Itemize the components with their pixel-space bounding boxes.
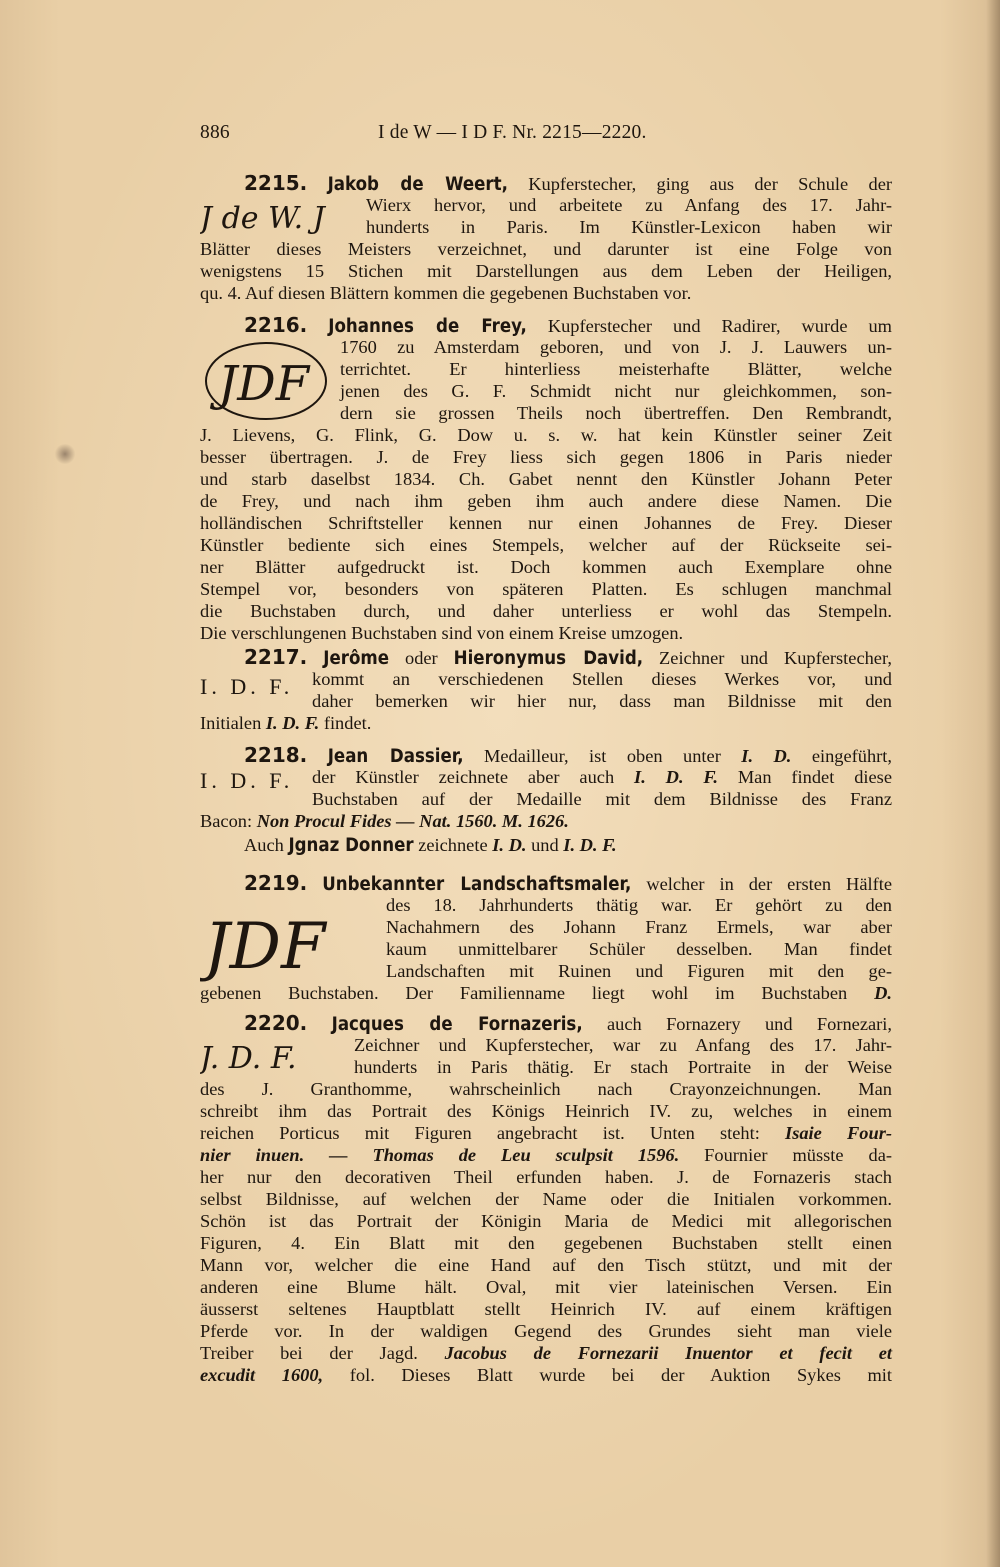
entry-number: 2219. xyxy=(244,871,308,895)
text-run: ner Blätter aufgedruckt ist. Doch kommen auch Exemplare ohne xyxy=(200,557,892,577)
monogram-jdf-circle xyxy=(200,338,332,424)
text-line xyxy=(200,600,892,622)
text-run: Kupferstecher und Radirer, wurde um xyxy=(547,316,892,336)
text-run: Kupferstecher, ging aus der Schule der xyxy=(528,174,892,194)
text-run: terrichtet. Er hinterliess meisterhafte Blätter, welche xyxy=(340,359,892,379)
text-line xyxy=(200,424,892,446)
artist-name: Johannes de Frey, xyxy=(328,316,527,337)
text-run: anderen eine Blume hält. Oval, mit vier lateinischen Versen. Ein xyxy=(200,1277,892,1297)
text-line xyxy=(200,556,892,578)
text-run: gebenen Buchstaben. Der Familienname liegt wohl im Buchstaben xyxy=(200,983,848,1003)
page-spine-shadow xyxy=(986,0,1000,1567)
text-line xyxy=(200,1122,892,1144)
text-line xyxy=(200,1144,892,1166)
text-run: I. D. xyxy=(741,746,792,766)
text-run: J. Lievens, G. Flink, G. Dow u. s. w. hat kein Künstler seiner Zeit xyxy=(200,425,892,445)
text-line xyxy=(366,194,892,216)
text-run: de Frey, und nach ihm geben ihm auch andere diese Namen. Die xyxy=(200,491,892,511)
text-run: fol. Dieses Blatt wurde bei der Auktion Sykes mit xyxy=(349,1365,893,1385)
text-run: hunderts in Paris. Im Künstler-Lexicon haben wir xyxy=(366,217,892,237)
text-line xyxy=(244,872,892,894)
text-run: wenigstens 15 Stichen mit Darstellungen aus dem Leben der Heiligen, xyxy=(200,261,892,281)
text-line xyxy=(244,1012,892,1034)
text-run: I. D. F. xyxy=(563,835,617,855)
text-run: zeichnete xyxy=(418,835,488,855)
text-line xyxy=(366,216,892,238)
text-line xyxy=(244,744,892,766)
text-line xyxy=(340,336,892,358)
text-line xyxy=(386,960,892,982)
text-line xyxy=(200,490,892,512)
text-line xyxy=(200,468,892,490)
text-line xyxy=(200,1166,892,1188)
text-line xyxy=(244,646,892,668)
artist-name: Jerôme xyxy=(323,648,390,669)
text-run: äusserst seltenes Hauptblatt stellt Heinrich IV. auf einem kräftigen xyxy=(200,1299,892,1319)
text-run: reichen Porticus mit Figuren angebracht ist. Unten steht: xyxy=(200,1123,760,1143)
text-run: Zeichner und Kupferstecher, xyxy=(659,648,892,668)
text-run: Zeichner und Kupferstecher, war zu Anfang des 17. Jahr- xyxy=(354,1035,892,1055)
text-run: der Künstler zeichnete aber auch xyxy=(312,767,615,787)
text-line xyxy=(200,512,892,534)
text-run: Isaie Four- xyxy=(785,1123,892,1143)
text-line xyxy=(200,622,892,644)
text-run: Non Procul Fides — Nat. 1560. M. 1626. xyxy=(256,811,569,831)
text-run: selbst Bildnisse, auf welchen der Name oder die Initialen vorkommen. xyxy=(200,1189,892,1209)
text-line xyxy=(244,314,892,336)
artist-name: Jean Dassier, xyxy=(327,746,464,767)
text-line xyxy=(200,712,892,734)
text-run: Stempel vor, besonders von späteren Platten. Es schlugen manchmal xyxy=(200,579,892,599)
text-run: oder xyxy=(405,648,438,668)
text-run: Landschaften mit Ruinen und Figuren mit den ge- xyxy=(386,961,892,981)
monogram-jdew xyxy=(200,192,362,238)
text-run: Buchstaben auf der Medaille mit dem Bildnisse des Franz xyxy=(312,789,892,809)
text-line xyxy=(340,358,892,380)
running-title: I de W — I D F. Nr. 2215—2220. xyxy=(378,122,647,143)
text-run: Blätter dieses Meisters verzeichnet, und darunter ist eine Folge von xyxy=(200,239,892,259)
artist-name: Unbekannter Landschaftsmaler, xyxy=(322,874,632,895)
text-run: die Buchstaben durch, und daher unterliess er wohl das Stempeln. xyxy=(200,601,892,621)
text-line xyxy=(354,1056,892,1078)
text-line xyxy=(200,238,892,260)
text-line xyxy=(386,938,892,960)
text-line xyxy=(200,1364,892,1386)
monogram-text: J de W. J xyxy=(200,201,325,236)
entry-number: 2216. xyxy=(244,313,308,337)
text-line xyxy=(386,916,892,938)
text-run: auch Fornazery und Fornezari, xyxy=(607,1014,892,1034)
text-line xyxy=(386,894,892,916)
artist-name-alt: Hieronymus David, xyxy=(453,648,644,669)
text-run: Bacon: xyxy=(200,811,253,831)
artist-name: Jacques de Fornazeris, xyxy=(331,1014,583,1035)
text-run: Mann vor, welcher die eine Hand auf den Tisch stützt, und mit der xyxy=(200,1255,892,1275)
text-line xyxy=(312,668,892,690)
text-line xyxy=(200,446,892,468)
page-number: 886 xyxy=(200,122,230,143)
text-run: her nur den decorativen Theil erfunden haben. J. de Fornazeris stach xyxy=(200,1167,892,1187)
text-run: Auch xyxy=(244,835,284,855)
text-run: welcher in der ersten Hälfte xyxy=(646,874,892,894)
text-run: D. xyxy=(874,983,892,1003)
text-run: I. D. F. xyxy=(265,713,320,733)
text-run: daher bemerken wir hier nur, dass man Bildnisse mit den xyxy=(312,691,892,711)
text-line xyxy=(244,172,892,194)
text-run: qu. 4. Auf diesen Blättern kommen die gegebenen Buchstaben vor. xyxy=(200,283,692,303)
text-line xyxy=(200,1210,892,1232)
text-run: jenen des G. F. Schmidt nicht nur gleichkommen, son- xyxy=(340,381,892,401)
text-run: Man findet diese xyxy=(737,767,892,787)
text-line xyxy=(200,1320,892,1342)
text-line xyxy=(200,534,892,556)
running-head xyxy=(200,122,892,148)
text-line xyxy=(200,1078,892,1100)
text-run: I. D. F. xyxy=(634,767,718,787)
entry-number: 2218. xyxy=(244,743,308,767)
text-run: Wierx hervor, und arbeitete zu Anfang des 17. Jahr- xyxy=(366,195,892,215)
text-line xyxy=(200,1232,892,1254)
text-run: Die verschlungenen Buchstaben sind von einem Kreise umzogen. xyxy=(200,623,684,643)
text-run: des J. Granthomme, wahrscheinlich nach Crayonzeichnungen. Man xyxy=(200,1079,892,1099)
text-line xyxy=(312,766,892,788)
text-line xyxy=(200,982,892,1004)
monogram-text: J. D. F. xyxy=(200,1041,297,1076)
text-line xyxy=(200,1342,892,1364)
text-run: 1760 zu Amsterdam geboren, und von J. J. Lauwers un- xyxy=(340,337,892,357)
text-run: excudit 1600, xyxy=(200,1365,324,1385)
text-line xyxy=(200,578,892,600)
monogram-text: JDF xyxy=(204,910,326,984)
text-line xyxy=(200,1298,892,1320)
monogram-jdf-script xyxy=(200,894,374,986)
text-run: Medailleur, ist oben unter xyxy=(484,746,721,766)
text-run: besser übertragen. J. de Frey liess sich gegen 1806 in Paris nieder xyxy=(200,447,892,467)
text-run: eingeführt, xyxy=(811,746,892,766)
text-line xyxy=(200,810,892,832)
text-run: Pferde vor. In der waldigen Gegend des Grundes sieht man viele xyxy=(200,1321,892,1341)
text-line xyxy=(340,380,892,402)
monogram-jdf-letters xyxy=(200,1034,340,1078)
text-line xyxy=(354,1034,892,1056)
text-run: hunderts in Paris thätig. Er stach Portraite in der Weise xyxy=(354,1057,892,1077)
text-run: schreibt ihm das Portrait des Königs Heinrich IV. zu, welches in einem xyxy=(200,1101,892,1121)
text-line xyxy=(200,260,892,282)
text-line xyxy=(200,1276,892,1298)
text-run: holländischen Schriftsteller kennen nur einen Johannes de Frey. Dieser xyxy=(200,513,892,533)
monogram-idf: I. D. F. xyxy=(200,768,294,793)
text-line xyxy=(200,1188,892,1210)
text-run: Initialen xyxy=(200,713,262,733)
artist-name: Jgnaz Donner xyxy=(288,835,414,856)
text-run: Fournier müsste da- xyxy=(704,1145,892,1165)
text-run: und xyxy=(531,835,559,855)
text-run: und starb daselbst 1834. Ch. Gabet nennt den Künstler Johann Peter xyxy=(200,469,892,489)
text-run: dern sie grossen Theils noch übertreffen. Den Rembrandt, xyxy=(340,403,892,423)
text-run: kommt an verschiedenen Stellen dieses Werkes vor, und xyxy=(312,669,892,689)
text-line xyxy=(200,282,892,304)
text-line xyxy=(200,1254,892,1276)
monogram-text: JDF xyxy=(218,356,310,412)
text-run: Jacobus de Fornezarii Inuentor et fecit et xyxy=(444,1343,892,1363)
text-run: kaum unmittelbarer Schüler desselben. Man findet xyxy=(386,939,892,959)
text-run: Nachahmern des Johann Franz Ermels, war aber xyxy=(386,917,892,937)
entry-number: 2217. xyxy=(244,645,308,669)
text-run: Künstler bediente sich eines Stempels, welcher auf der Rückseite sei- xyxy=(200,535,892,555)
text-line xyxy=(312,788,892,810)
text-run: I. D. xyxy=(492,835,527,855)
text-run: Schön ist das Portrait der Königin Maria de Medici mit allegorischen xyxy=(200,1211,892,1231)
monogram-idf: I. D. F. xyxy=(200,674,294,699)
ink-spot xyxy=(54,444,76,464)
text-line xyxy=(312,690,892,712)
text-line xyxy=(244,834,892,856)
text-run: Figuren, 4. Ein Blatt mit den gegebenen Buchstaben stellt einen xyxy=(200,1233,892,1253)
text-line xyxy=(340,402,892,424)
artist-name: Jakob de Weert, xyxy=(327,174,508,195)
entry-number: 2220. xyxy=(244,1011,308,1035)
text-run: findet. xyxy=(323,713,372,733)
text-run: des 18. Jahrhunderts thätig war. Er gehört zu den xyxy=(386,895,892,915)
text-run: Treiber bei der Jagd. xyxy=(200,1343,418,1363)
entry-number: 2215. xyxy=(244,171,308,195)
text-line xyxy=(200,1100,892,1122)
text-run: nier inuen. — Thomas de Leu sculpsit 1596. xyxy=(200,1145,680,1165)
